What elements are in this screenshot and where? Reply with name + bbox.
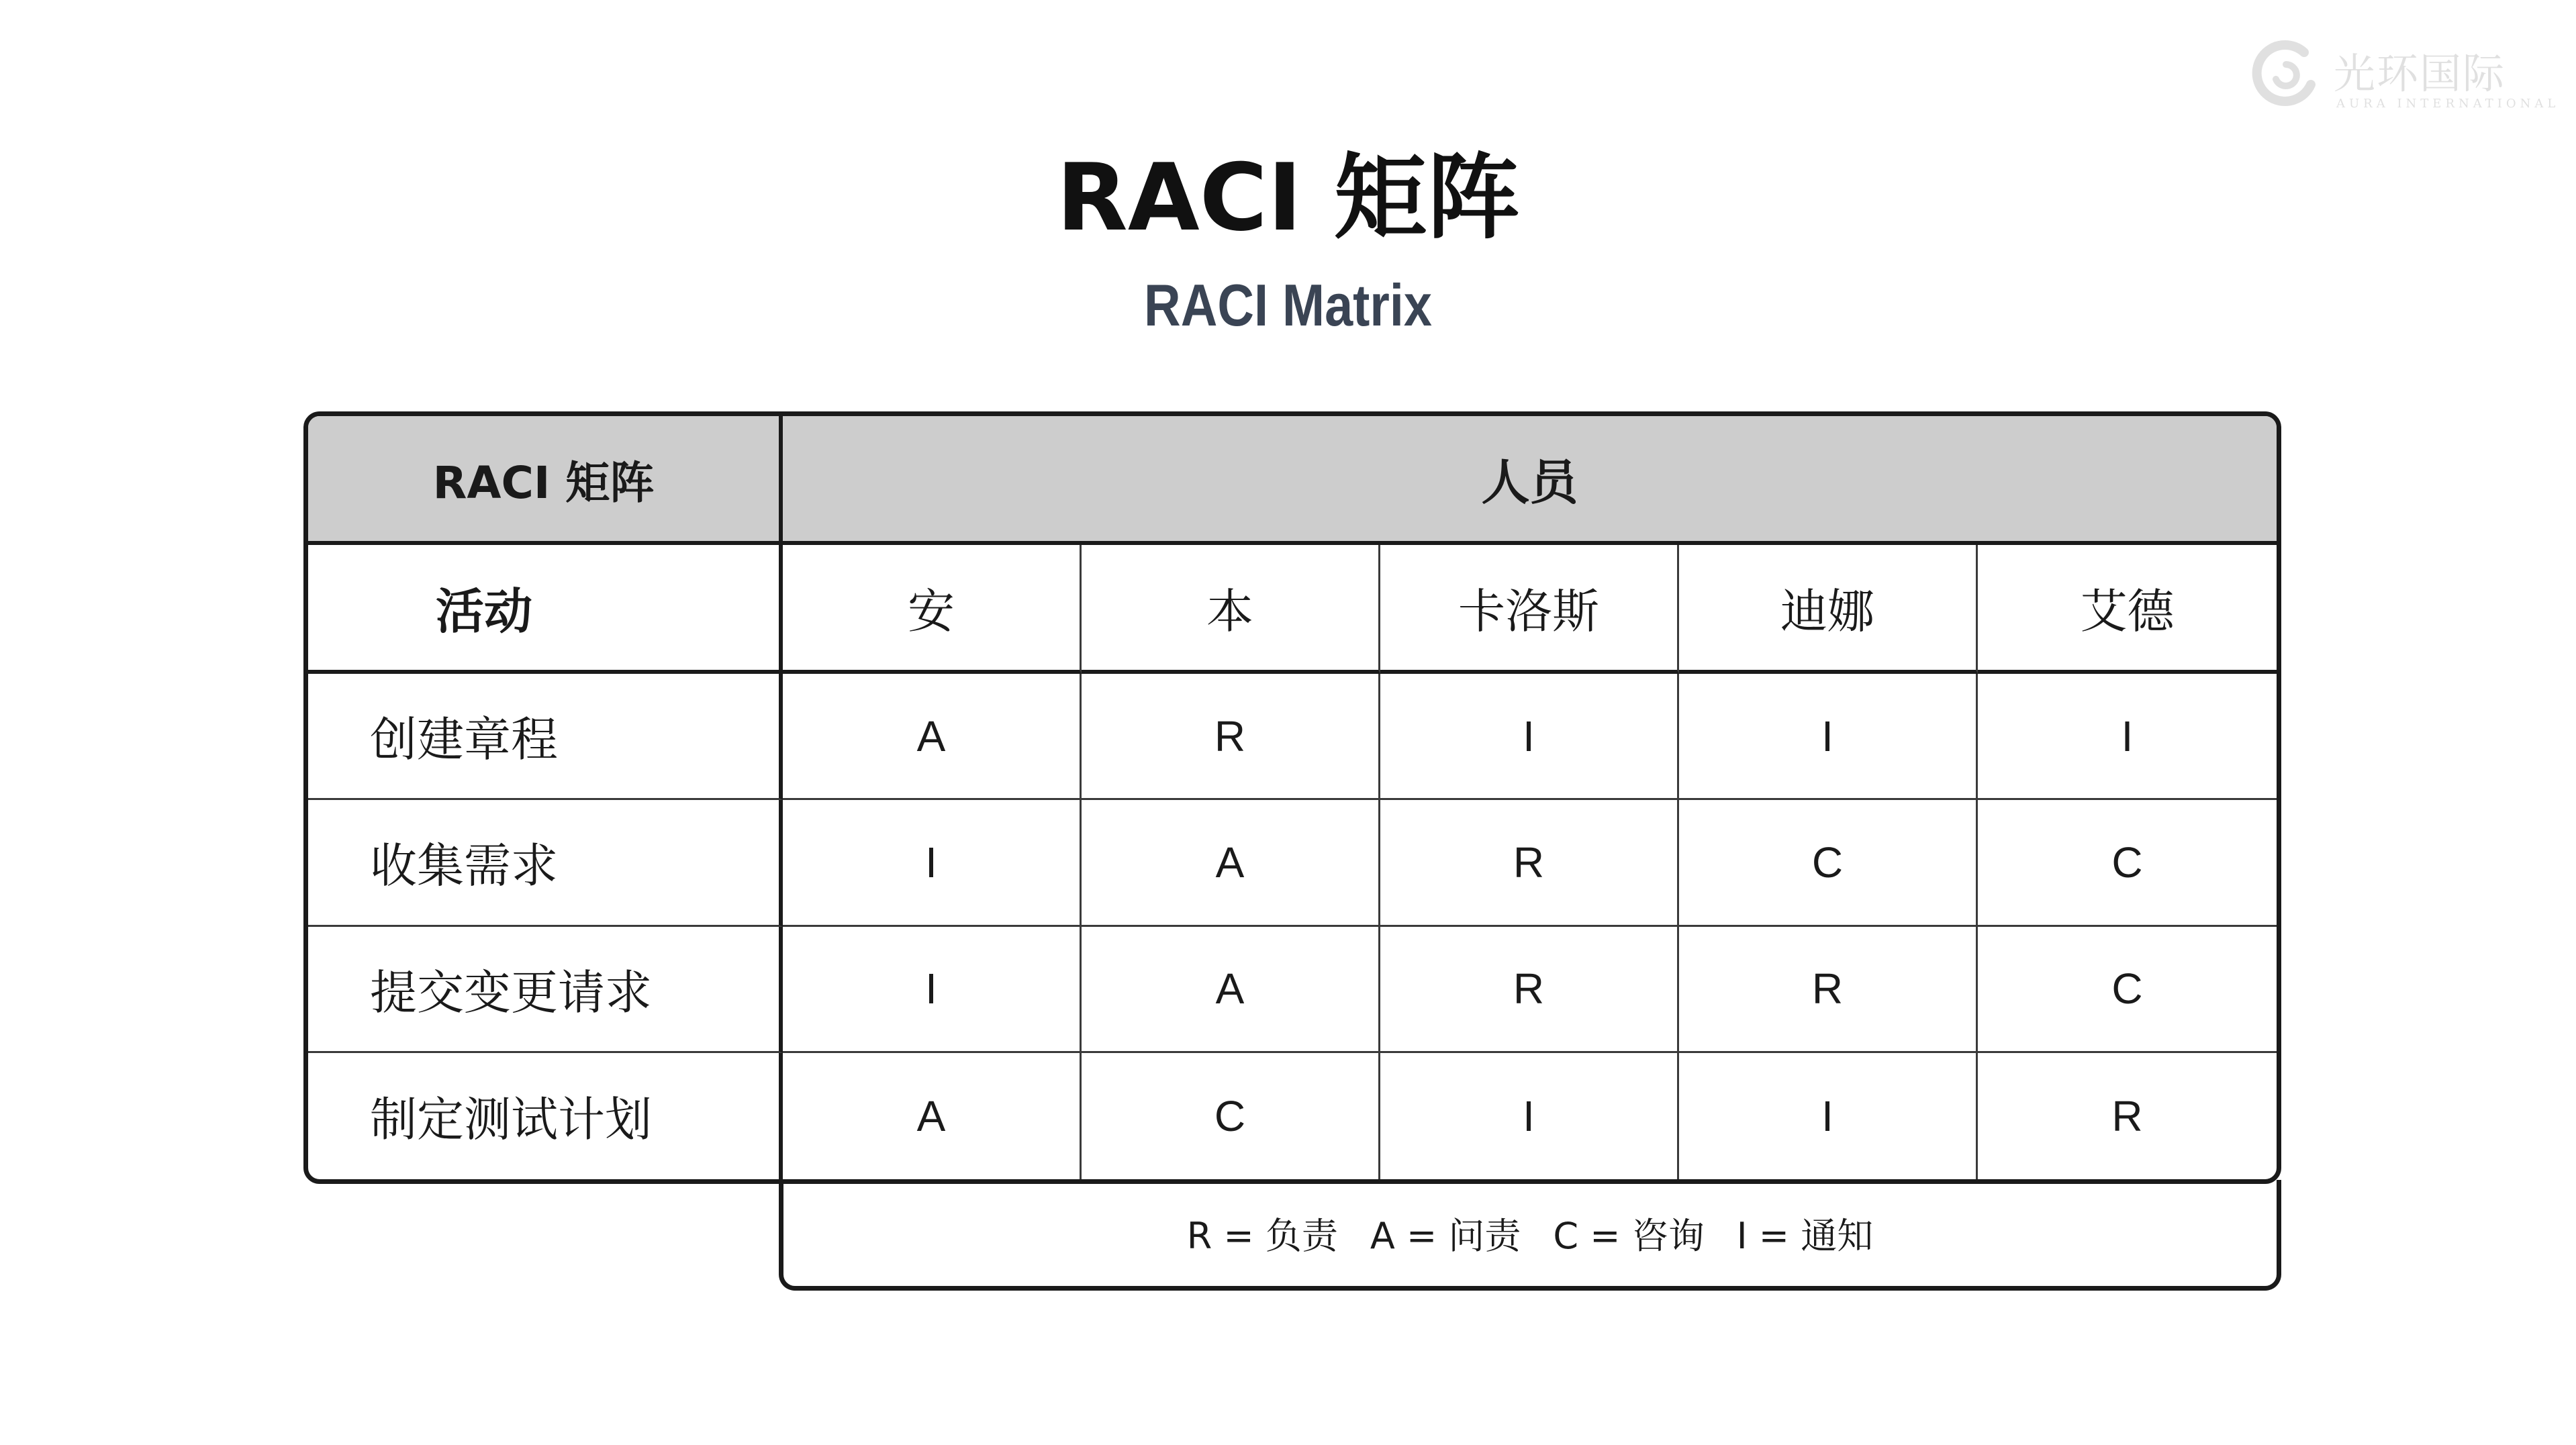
raci-cell: C bbox=[1978, 800, 2277, 926]
raci-cell: R bbox=[1380, 800, 1679, 926]
raci-cell: C bbox=[1679, 800, 1978, 926]
person-header: 迪娜 bbox=[1679, 545, 1978, 674]
person-header: 安 bbox=[783, 545, 1082, 674]
activity-name: 创建章程 bbox=[308, 674, 783, 800]
raci-cell: C bbox=[1082, 1053, 1380, 1179]
raci-cell: I bbox=[783, 800, 1082, 926]
raci-legend bbox=[779, 1180, 2281, 1291]
person-header: 本 bbox=[1082, 545, 1380, 674]
people-header: 人员 bbox=[783, 416, 2277, 545]
company-logo bbox=[2249, 35, 2560, 122]
raci-cell: A bbox=[783, 1053, 1082, 1179]
page-subtitle: RACI Matrix bbox=[1144, 272, 1432, 338]
raci-cell: I bbox=[1380, 674, 1679, 800]
raci-cell: I bbox=[1679, 674, 1978, 800]
raci-cell: R bbox=[1082, 674, 1380, 800]
activity-header: 活动 bbox=[308, 545, 783, 674]
activity-name: 收集需求 bbox=[308, 800, 783, 926]
raci-cell: I bbox=[1978, 674, 2277, 800]
legend-item-consulted: C = 咨询 bbox=[1553, 1214, 1705, 1257]
raci-cell: R bbox=[1380, 927, 1679, 1053]
table-corner-header: RACI 矩阵 bbox=[308, 416, 783, 545]
raci-cell: I bbox=[1380, 1053, 1679, 1179]
raci-cell: I bbox=[1679, 1053, 1978, 1179]
person-header: 艾德 bbox=[1978, 545, 2277, 674]
activity-name: 提交变更请求 bbox=[308, 927, 783, 1053]
raci-cell: A bbox=[1082, 800, 1380, 926]
legend-item-informed: I = 通知 bbox=[1736, 1214, 1874, 1257]
raci-cell: R bbox=[2111, 1091, 2143, 1140]
raci-cell: C bbox=[1978, 927, 2277, 1053]
logo-swirl-icon bbox=[2249, 38, 2323, 111]
logo-text: 光环国际 bbox=[2334, 49, 2506, 98]
activity-name: 制定测试计划 bbox=[308, 1053, 783, 1179]
legend-item-responsible: R = 负责 bbox=[1186, 1214, 1338, 1257]
raci-cell: A bbox=[1082, 927, 1380, 1053]
logo-subtext: AURA INTERNATIONAL bbox=[2336, 97, 2560, 111]
raci-cell: R bbox=[1679, 927, 1978, 1053]
page-title: RACI 矩阵 bbox=[1056, 144, 1520, 252]
person-header: 卡洛斯 bbox=[1380, 545, 1679, 674]
raci-cell: A bbox=[783, 674, 1082, 800]
legend-item-accountable: A = 问责 bbox=[1370, 1214, 1521, 1257]
raci-cell: I bbox=[783, 927, 1082, 1053]
raci-matrix-table bbox=[303, 411, 2281, 1184]
